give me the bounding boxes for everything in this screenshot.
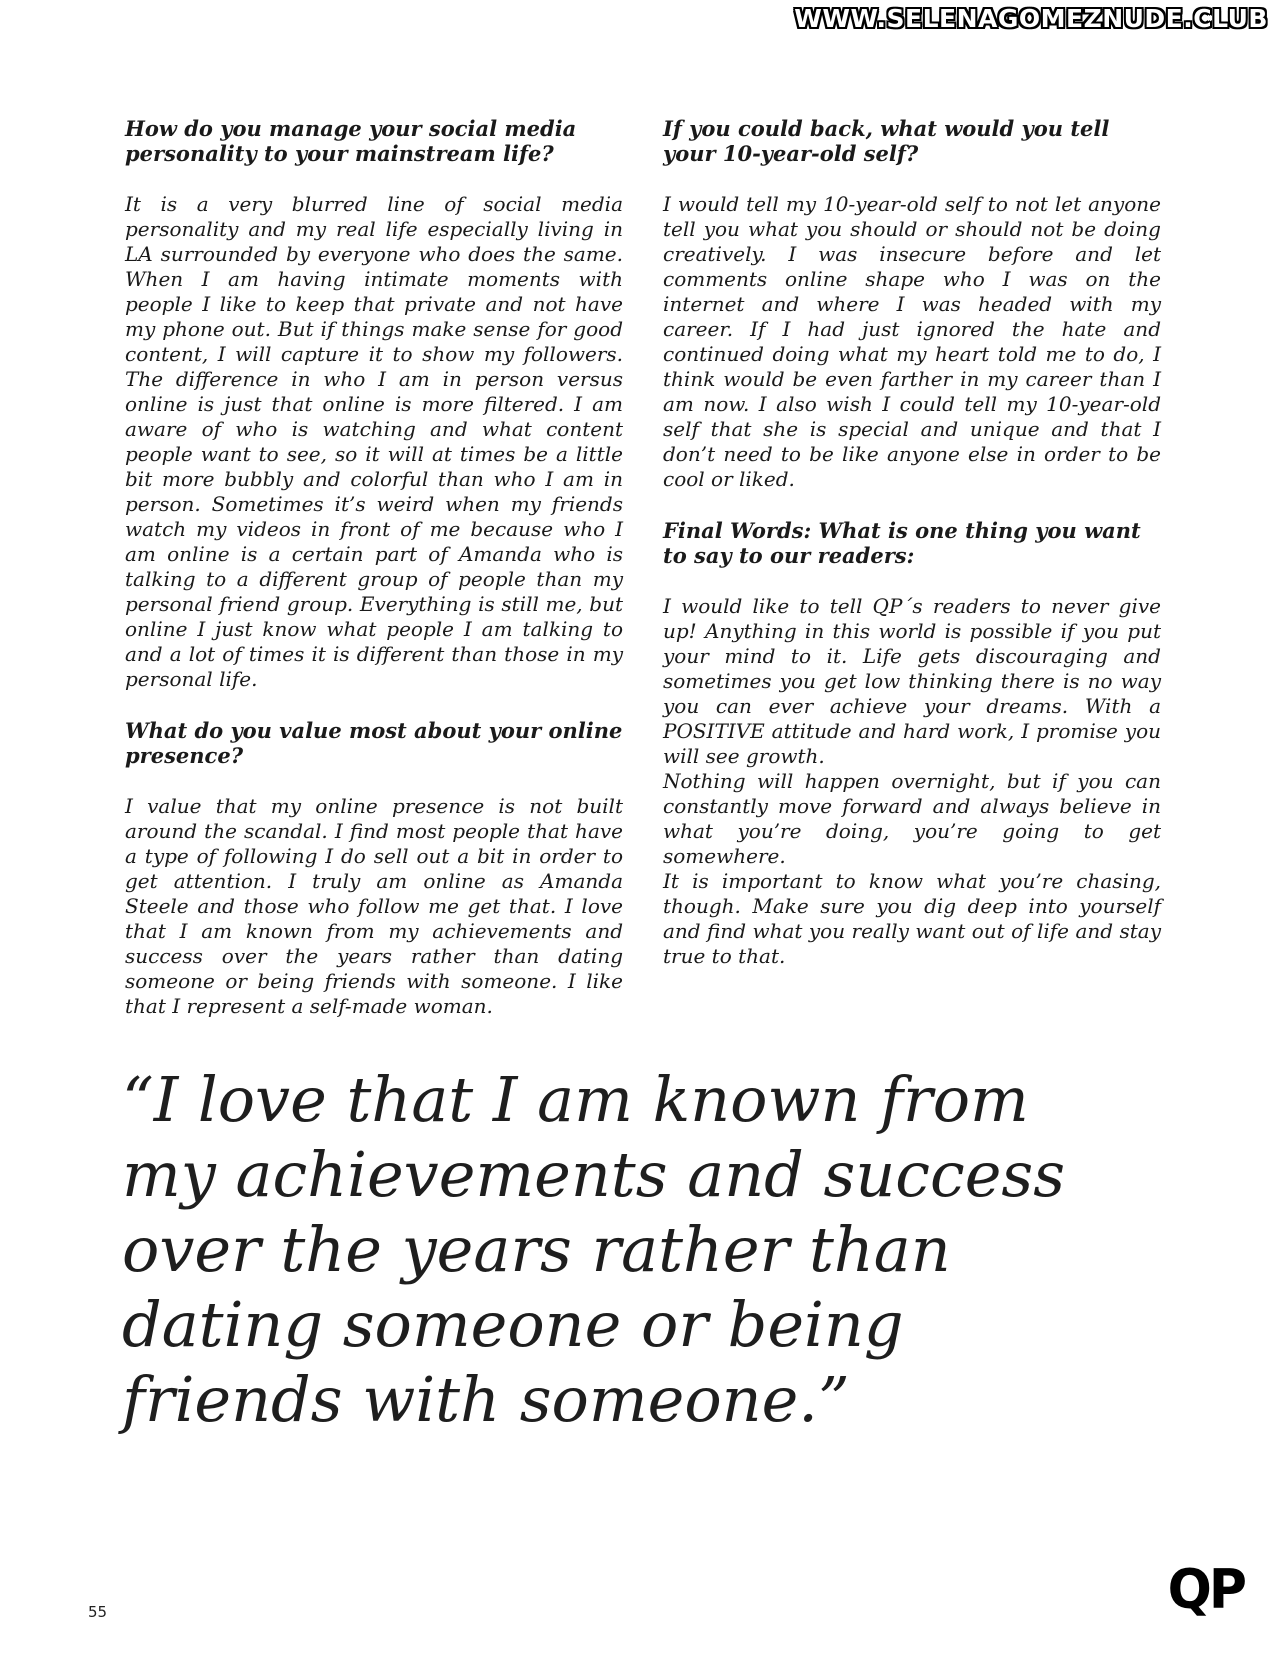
answer-line: Nothing will happen overnight, but if you can constantly move forward and always believe in what you’re doing, you’re going to get somewhere. (663, 769, 1161, 868)
answer-paragraph (663, 594, 1161, 969)
question-heading: Final Words: What is one thing you want to say to our readers: (663, 518, 1141, 568)
page-number: 55 (88, 1603, 108, 1621)
pull-quote: “I love that I am known from my achievements and success over the years rather than dating someone or being friends with someone.” (122, 1063, 1066, 1436)
magazine-logo: QP (1167, 1558, 1244, 1622)
answer-paragraph: It is a very blurred line of social media personality and my real life especially living in LA surrounded by everyone who does the same. When I am having intimate moments with people I like to keep that private and not have my phone out. But if things make sense for good content, I will capture it to show my followers. The difference in who I am in person versus online is just that online is more filtered. I am aware of who is watching and what content people want to see, so it will at times be a little bit more bubbly and colorful than who I am in person. Sometimes it’s weird when my friends watch my videos in front of me because who I am online is a certain part of Amanda who is talking to a different group of people than my personal friend group. Everything is still me, but online I just know what people I am talking to and a lot of times it is different than those in my personal life. (125, 192, 623, 691)
watermark: WWW.SELENAGOMEZNUDE.CLUB (794, 4, 1268, 33)
left-column (125, 116, 623, 1045)
question-heading: What do you value most about your online presence? (125, 718, 623, 768)
answer-paragraph: I would tell my 10-year-old self to not let anyone tell you what you should or should not be doing creatively. I was insecure before and let comments online shape who I was on the internet and where I was headed with my career. If I had just ignored the hate and continued doing what my heart told me to do, I think would be even farther in my career than I am now. I also wish I could tell my 10-year-old self that she is special and unique and that I don’t need to be like anyone else in order to be cool or liked. (663, 192, 1161, 491)
right-column (663, 116, 1161, 995)
question-heading: If you could back, what would you tell your 10-year-old self? (663, 116, 1110, 166)
answer-line: I would like to tell QP´s readers to never give up! Anything in this world is possible if you put your mind to it. Life gets discouraging and sometimes you get low thinking there is no way you can ever achieve your dreams. With a POSITIVE attitude and hard work, I promise you will see growth. (663, 594, 1161, 768)
question-heading: How do you manage your social media personality to your mainstream life? (125, 116, 577, 166)
answer-paragraph: I value that my online presence is not built around the scandal. I find most people that have a type of following I do sell out a bit in order to get attention. I truly am online as Amanda Steele and those who follow me get that. I love that I am known from my achievements and success over the years rather than dating someone or being friends with someone. I like that I represent a self-made woman. (125, 794, 623, 1018)
answer-line: It is important to know what you’re chasing, though. Make sure you dig deep into yourself and find what you really want out of life and stay true to that. (663, 869, 1161, 968)
